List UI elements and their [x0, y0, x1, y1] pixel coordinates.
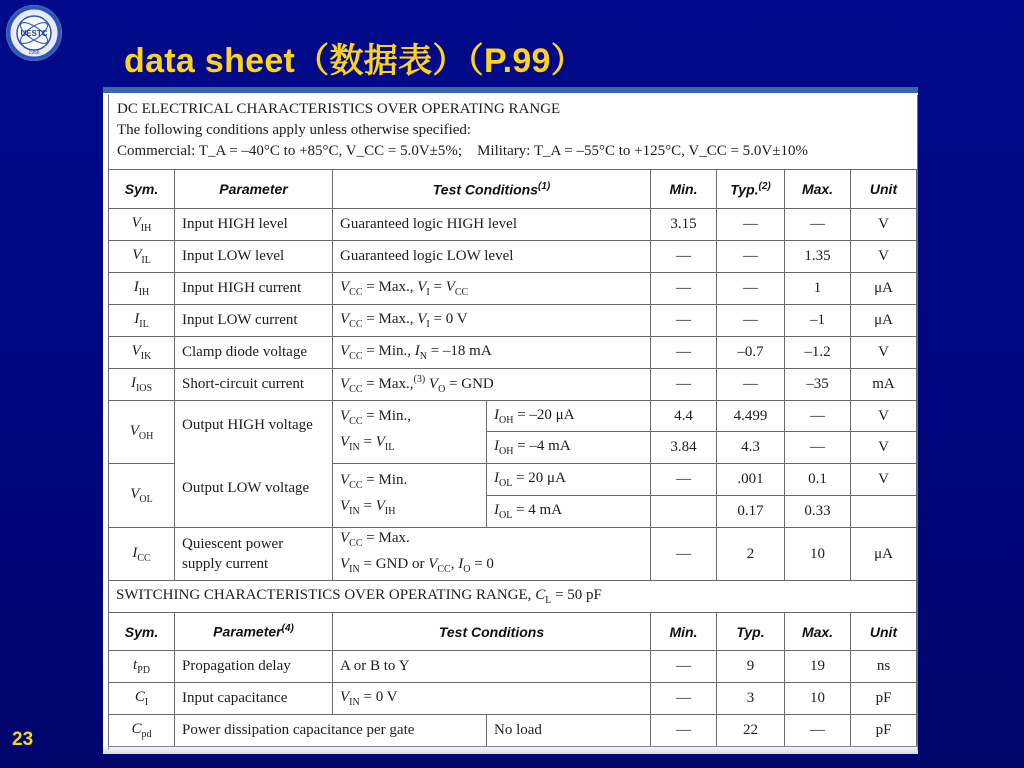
icc-parameter: Quiescent power supply current [175, 528, 333, 581]
logo-text: UESTC [20, 29, 48, 38]
voh-symbol: $V_{OH}$ [109, 401, 175, 464]
icc-min: — [651, 528, 717, 581]
vol-min-2 [651, 496, 717, 528]
vol-max-1: 0.1 [785, 464, 851, 496]
row-unit: pF [851, 683, 917, 715]
col-test-conditions: Test Conditions$^{(1)}$ [333, 170, 651, 209]
row-unit: V [851, 209, 917, 241]
sheet-bottom-fade [103, 744, 918, 754]
row-min: — [651, 305, 717, 337]
row-parameter: Input LOW level [175, 241, 333, 273]
output-voltage-parameter [175, 401, 333, 528]
row-condition: Guaranteed logic LOW level [333, 241, 651, 273]
row-parameter: Short-circuit current [175, 369, 333, 401]
col-parameter: Parameter [175, 170, 333, 209]
voh-max-1: — [785, 401, 851, 432]
row-unit: mA [851, 369, 917, 401]
icc-typ: 2 [717, 528, 785, 581]
vol-max-2: 0.33 [785, 496, 851, 528]
voh-typ-1: 4.499 [717, 401, 785, 432]
commercial-range: Commercial: T_A = –40°C to +85°C, V_CC = 5.0V±5%; [117, 143, 463, 159]
row-typ: — [717, 273, 785, 305]
table-row [109, 273, 917, 305]
row-max: –1.2 [785, 337, 851, 369]
row-parameter: Propagation delay [175, 651, 333, 683]
sw-col-unit: Unit [851, 613, 917, 651]
row-typ: — [717, 209, 785, 241]
cpd-unit: pF [851, 715, 917, 747]
row-parameter: Input HIGH current [175, 273, 333, 305]
footnote-4: (4) [281, 623, 294, 635]
switching-heading-row [109, 581, 917, 613]
row-min: 3.15 [651, 209, 717, 241]
row-typ: — [717, 241, 785, 273]
sw-header-row [109, 613, 917, 651]
row-symbol: $V_{IK}$ [109, 337, 175, 369]
sw-col-sym: Sym. [109, 613, 175, 651]
row-typ: 9 [717, 651, 785, 683]
dc-header-row [109, 170, 917, 209]
row-min: — [651, 651, 717, 683]
row-symbol: $I_{IH}$ [109, 273, 175, 305]
cpd-row [109, 715, 917, 747]
row-max: 1.35 [785, 241, 851, 273]
row-typ: 3 [717, 683, 785, 715]
vol-typ-2: 0.17 [717, 496, 785, 528]
sw-col-test-conditions: Test Conditions [333, 613, 651, 651]
cpd-max: — [785, 715, 851, 747]
row-typ: — [717, 369, 785, 401]
sw-col-min: Min. [651, 613, 717, 651]
col-sym: Sym. [109, 170, 175, 209]
sheet-top-rule [103, 87, 918, 93]
icc-unit: μA [851, 528, 917, 581]
vol-unit-1: V [851, 464, 917, 496]
table-row [109, 209, 917, 241]
row-max: 19 [785, 651, 851, 683]
sw-col-max: Max. [785, 613, 851, 651]
voh-unit-1: V [851, 401, 917, 432]
voh-parameter: Output HIGH voltage [182, 417, 313, 433]
row-max: 10 [785, 683, 851, 715]
cpd-condition: No load [487, 715, 651, 747]
university-logo [6, 5, 62, 61]
vol-symbol: $V_{OL}$ [109, 464, 175, 528]
table-row [109, 651, 917, 683]
voh-min-1: 4.4 [651, 401, 717, 432]
vol-load-2: $I_{OL} = 4$ mA [487, 496, 651, 528]
table-row [109, 683, 917, 715]
datasheet-image [103, 87, 918, 754]
row-min: — [651, 369, 717, 401]
footnote-1: (1) [538, 180, 551, 192]
table-row [109, 337, 917, 369]
col-typ: Typ.$^{(2)}$ [717, 170, 785, 209]
row-symbol: $I_{IL}$ [109, 305, 175, 337]
table-row [109, 369, 917, 401]
vol-parameter: Output LOW voltage [182, 480, 310, 496]
dc-heading: DC ELECTRICAL CHARACTERISTICS OVER OPERATING RANGE [117, 101, 561, 117]
row-symbol: $V_{IL}$ [109, 241, 175, 273]
row-condition: Guaranteed logic HIGH level [333, 209, 651, 241]
row-min: — [651, 337, 717, 369]
icc-condition: $V_{CC}$ = Max. $V_{IN}$ = GND or $V_{CC}$, $I_O = 0$ [333, 528, 651, 581]
row-unit: μA [851, 305, 917, 337]
voh-load-1: $I_{OH} = -20$ μA [487, 401, 651, 432]
vol-unit-2 [851, 496, 917, 528]
icc-row [109, 528, 917, 581]
row-unit: μA [851, 273, 917, 305]
row-symbol: $I_{IOS}$ [109, 369, 175, 401]
voh-max-2: — [785, 432, 851, 464]
row-min: — [651, 273, 717, 305]
switching-heading: SWITCHING CHARACTERISTICS OVER OPERATING RANGE, $C_L = 50$ pF [109, 581, 917, 613]
conditions-note: The following conditions apply unless otherwise specified: [117, 122, 472, 138]
row-symbol: $V_{IH}$ [109, 209, 175, 241]
page-number: 23 [12, 729, 34, 750]
col-unit: Unit [851, 170, 917, 209]
row-max: –1 [785, 305, 851, 337]
voh-typ-2: 4.3 [717, 432, 785, 464]
row-min: — [651, 683, 717, 715]
row-max: 1 [785, 273, 851, 305]
row-unit: ns [851, 651, 917, 683]
row-parameter: Clamp diode voltage [175, 337, 333, 369]
row-max: — [785, 209, 851, 241]
row-unit: V [851, 241, 917, 273]
footnote-2: (2) [758, 180, 771, 192]
row-condition: $V_{CC}$ = Max., $V_I = V_{CC}$ [333, 273, 651, 305]
icc-max: 10 [785, 528, 851, 581]
row-condition: $V_{CC}$ = Min., $I_N = -18$ mA [333, 337, 651, 369]
row-typ: — [717, 305, 785, 337]
operating-conditions [117, 141, 808, 162]
dc-rows [109, 209, 917, 401]
row-condition: $V_{CC} = Max.,^{(3)}$ $V_O$ = GND [333, 369, 651, 401]
icc-symbol: $I_{CC}$ [109, 528, 175, 581]
row-symbol: $C_I$ [109, 683, 175, 715]
voh-min-2: 3.84 [651, 432, 717, 464]
cpd-min: — [651, 715, 717, 747]
row-condition: A or B to Y [333, 651, 651, 683]
col-max: Max. [785, 170, 851, 209]
voh-load-2: $I_{OH} = -4$ mA [487, 432, 651, 464]
voh-unit-2: V [851, 432, 917, 464]
row-condition: $V_{IN} = 0$ V [333, 683, 651, 715]
row-min: — [651, 241, 717, 273]
row-max: –35 [785, 369, 851, 401]
row-parameter: Input HIGH level [175, 209, 333, 241]
vol-min-1: — [651, 464, 717, 496]
row-unit: V [851, 337, 917, 369]
vol-typ-1: .001 [717, 464, 785, 496]
voh-row-1 [109, 401, 917, 432]
university-emblem-icon [6, 5, 62, 61]
military-range: Military: T_A = –55°C to +125°C, V_CC = 5.0V±10% [477, 143, 808, 159]
slide-title: data sheet（数据表）（P.99） [124, 42, 586, 80]
table-row [109, 305, 917, 337]
cpd-symbol: $C_{pd}$ [109, 715, 175, 747]
voh-condition: $V_{CC}$ = Min., $V_{IN} = V_{IL}$ [333, 401, 487, 464]
row-typ: –0.7 [717, 337, 785, 369]
row-parameter: Input LOW current [175, 305, 333, 337]
row-condition: $V_{CC}$ = Max., $V_I = 0$ V [333, 305, 651, 337]
characteristics-table [108, 169, 917, 747]
logo-year: 1956 [28, 50, 40, 56]
cpd-parameter: Power dissipation capacitance per gate [175, 715, 487, 747]
dc-characteristics-header [117, 99, 808, 162]
vol-condition: $V_{CC}$ = Min. $V_{IN} = V_{IH}$ [333, 464, 487, 528]
row-parameter: Input capacitance [175, 683, 333, 715]
sw-col-typ: Typ. [717, 613, 785, 651]
table-row [109, 241, 917, 273]
sw-col-parameter: Parameter$^{(4)}$ [175, 613, 333, 651]
row-symbol: $t_{PD}$ [109, 651, 175, 683]
cpd-typ: 22 [717, 715, 785, 747]
col-min: Min. [651, 170, 717, 209]
vol-load-1: $I_{OL} = 20$ μA [487, 464, 651, 496]
